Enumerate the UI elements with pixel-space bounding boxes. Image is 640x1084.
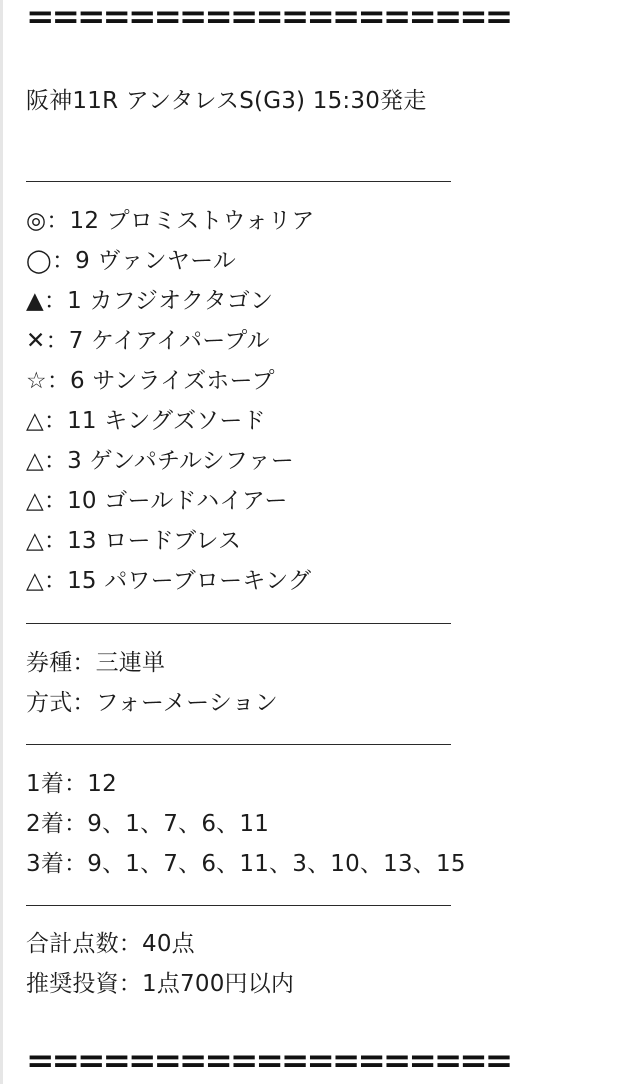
pick-osae-2 xyxy=(26,446,294,476)
pick-osae-5 xyxy=(26,566,311,596)
pick-tanana xyxy=(26,286,273,316)
pick-mark: ✕ xyxy=(26,328,46,354)
recommended-stake: 推奨投資：1点700円以内 xyxy=(26,971,295,997)
pick-hoshi xyxy=(26,366,275,396)
pick-renka xyxy=(26,326,270,356)
pick-horse: 11 キングズソード xyxy=(67,408,266,434)
pick-colon: ： xyxy=(43,408,68,434)
left-border xyxy=(0,0,3,1084)
pick-horse: 15 パワーブローキング xyxy=(67,568,312,594)
pick-horse: 13 ロードブレス xyxy=(67,528,242,554)
formation-third: 3着：9、1、7、6、11、3、10、13、15 xyxy=(26,851,466,877)
pick-colon: ： xyxy=(43,568,68,594)
pick-colon: ： xyxy=(46,368,71,394)
pick-colon: ： xyxy=(43,488,68,514)
top-separator-bar: =================== xyxy=(26,0,511,37)
pick-colon: ： xyxy=(43,288,68,314)
divider-2 xyxy=(26,623,451,624)
pick-mark: △ xyxy=(26,568,44,594)
pick-colon: ： xyxy=(43,528,68,554)
pick-horse: 9 ヴァンヤール xyxy=(75,248,237,274)
bottom-separator-bar: =================== xyxy=(26,1041,511,1081)
pick-mark: △ xyxy=(26,488,44,514)
pick-honmei xyxy=(26,206,315,236)
pick-mark: △ xyxy=(26,528,44,554)
pick-mark: ☆ xyxy=(26,368,47,394)
bet-type: 券種：三連単 xyxy=(26,650,166,676)
pick-colon: ： xyxy=(43,448,68,474)
pick-osae-3 xyxy=(26,486,288,516)
bet-method: 方式：フォーメーション xyxy=(26,690,278,716)
total-points: 合計点数：40点 xyxy=(26,931,195,957)
formation-second: 2着：9、1、7、6、11 xyxy=(26,811,270,837)
pick-mark: △ xyxy=(26,408,44,434)
pick-mark: ◯ xyxy=(26,248,52,274)
pick-horse: 3 ゲンパチルシファー xyxy=(67,448,294,474)
pick-horse: 1 カフジオクタゴン xyxy=(67,288,274,314)
pick-horse: 6 サンライズホープ xyxy=(70,368,275,394)
pick-horse: 7 ケイアイパープル xyxy=(68,328,270,354)
pick-colon: ： xyxy=(46,208,70,234)
formation-first: 1着：12 xyxy=(26,771,117,797)
divider-4 xyxy=(26,905,451,906)
divider-1 xyxy=(26,181,451,182)
pick-mark: ◎ xyxy=(26,208,47,234)
pick-colon: ： xyxy=(51,248,76,274)
divider-3 xyxy=(26,744,451,745)
pick-osae-4 xyxy=(26,526,241,556)
pick-osae-1 xyxy=(26,406,266,436)
race-header: 阪神11R アンタレスS(G3) 15:30発走 xyxy=(26,88,427,114)
pick-horse: 12 プロミストウォリア xyxy=(69,208,315,234)
pick-colon: ： xyxy=(45,328,69,354)
pick-mark: ▲ xyxy=(26,288,44,314)
pick-horse: 10 ゴールドハイアー xyxy=(67,488,288,514)
pick-taikou xyxy=(26,246,236,276)
pick-mark: △ xyxy=(26,448,44,474)
